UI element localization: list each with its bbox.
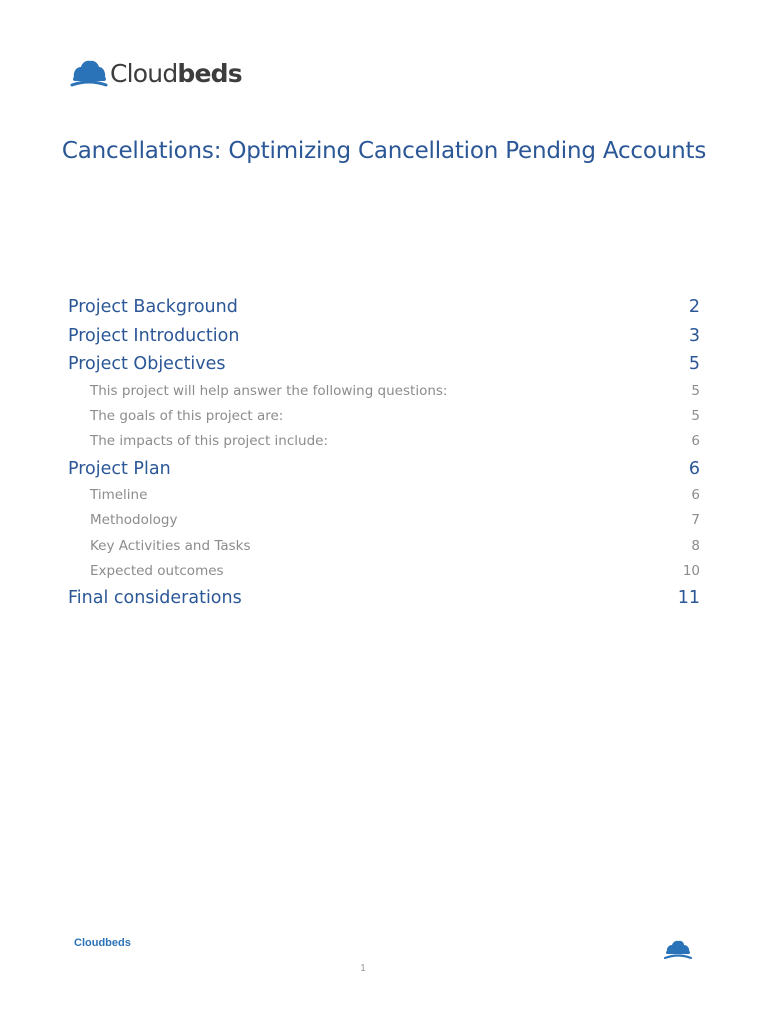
logo-wordmark-bold: beds — [177, 59, 242, 88]
toc-entry-label: Project Introduction — [68, 326, 240, 346]
cloudbeds-bed-icon — [68, 56, 110, 92]
cloudbeds-bed-icon — [663, 938, 693, 962]
toc-subentry-page: 5 — [691, 383, 700, 399]
page-number: 1 — [360, 963, 366, 974]
document-title: Cancellations: Optimizing Cancellation Pending Accounts — [61, 138, 707, 164]
toc-subentry-page: 5 — [691, 408, 700, 424]
toc-subentry-page: 7 — [691, 512, 700, 528]
logo-wordmark — [110, 56, 242, 92]
toc-subentry-page: 6 — [691, 487, 700, 503]
toc-entry[interactable] — [68, 295, 700, 319]
toc-subentry[interactable] — [68, 431, 700, 451]
toc-subentry-label: Expected outcomes — [90, 563, 224, 579]
toc-entry-page: 2 — [688, 297, 700, 317]
toc-subentry-label: Key Activities and Tasks — [90, 538, 251, 554]
toc-subentry-label: Timeline — [90, 487, 148, 503]
toc-subentry[interactable] — [68, 510, 700, 530]
logo-wordmark-light: Cloud — [110, 59, 178, 88]
toc-subentry-label: The impacts of this project include: — [90, 433, 329, 449]
toc-entry[interactable] — [68, 586, 700, 610]
toc-entry[interactable] — [68, 324, 700, 348]
toc-subentry-label: The goals of this project are: — [90, 408, 284, 424]
toc-subentry-label: This project will help answer the following questions: — [90, 383, 448, 399]
toc-entry-page: 6 — [688, 459, 700, 479]
toc-entry[interactable] — [68, 457, 700, 481]
toc-subentry[interactable] — [68, 536, 700, 556]
toc-subentry-page: 10 — [682, 563, 700, 579]
cloudbeds-logo — [68, 56, 242, 92]
toc-entry-page: 3 — [688, 326, 700, 346]
toc-entry-label: Project Plan — [68, 459, 171, 479]
toc-subentry-page: 8 — [691, 538, 700, 554]
footer-brand: Cloudbeds — [74, 937, 131, 949]
toc-subentry[interactable] — [68, 485, 700, 505]
toc-subentry-page: 6 — [691, 433, 700, 449]
toc-entry-label: Final considerations — [68, 588, 242, 608]
toc-subentry[interactable] — [68, 381, 700, 401]
toc-entry-page: 11 — [677, 588, 700, 608]
toc-entry-page: 5 — [688, 354, 700, 374]
toc-entry-label: Project Background — [68, 297, 238, 317]
toc-subentry[interactable] — [68, 561, 700, 581]
toc-entry[interactable] — [68, 352, 700, 376]
toc-subentry-label: Methodology — [90, 512, 178, 528]
toc-subentry[interactable] — [68, 406, 700, 426]
toc-entry-label: Project Objectives — [68, 354, 226, 374]
